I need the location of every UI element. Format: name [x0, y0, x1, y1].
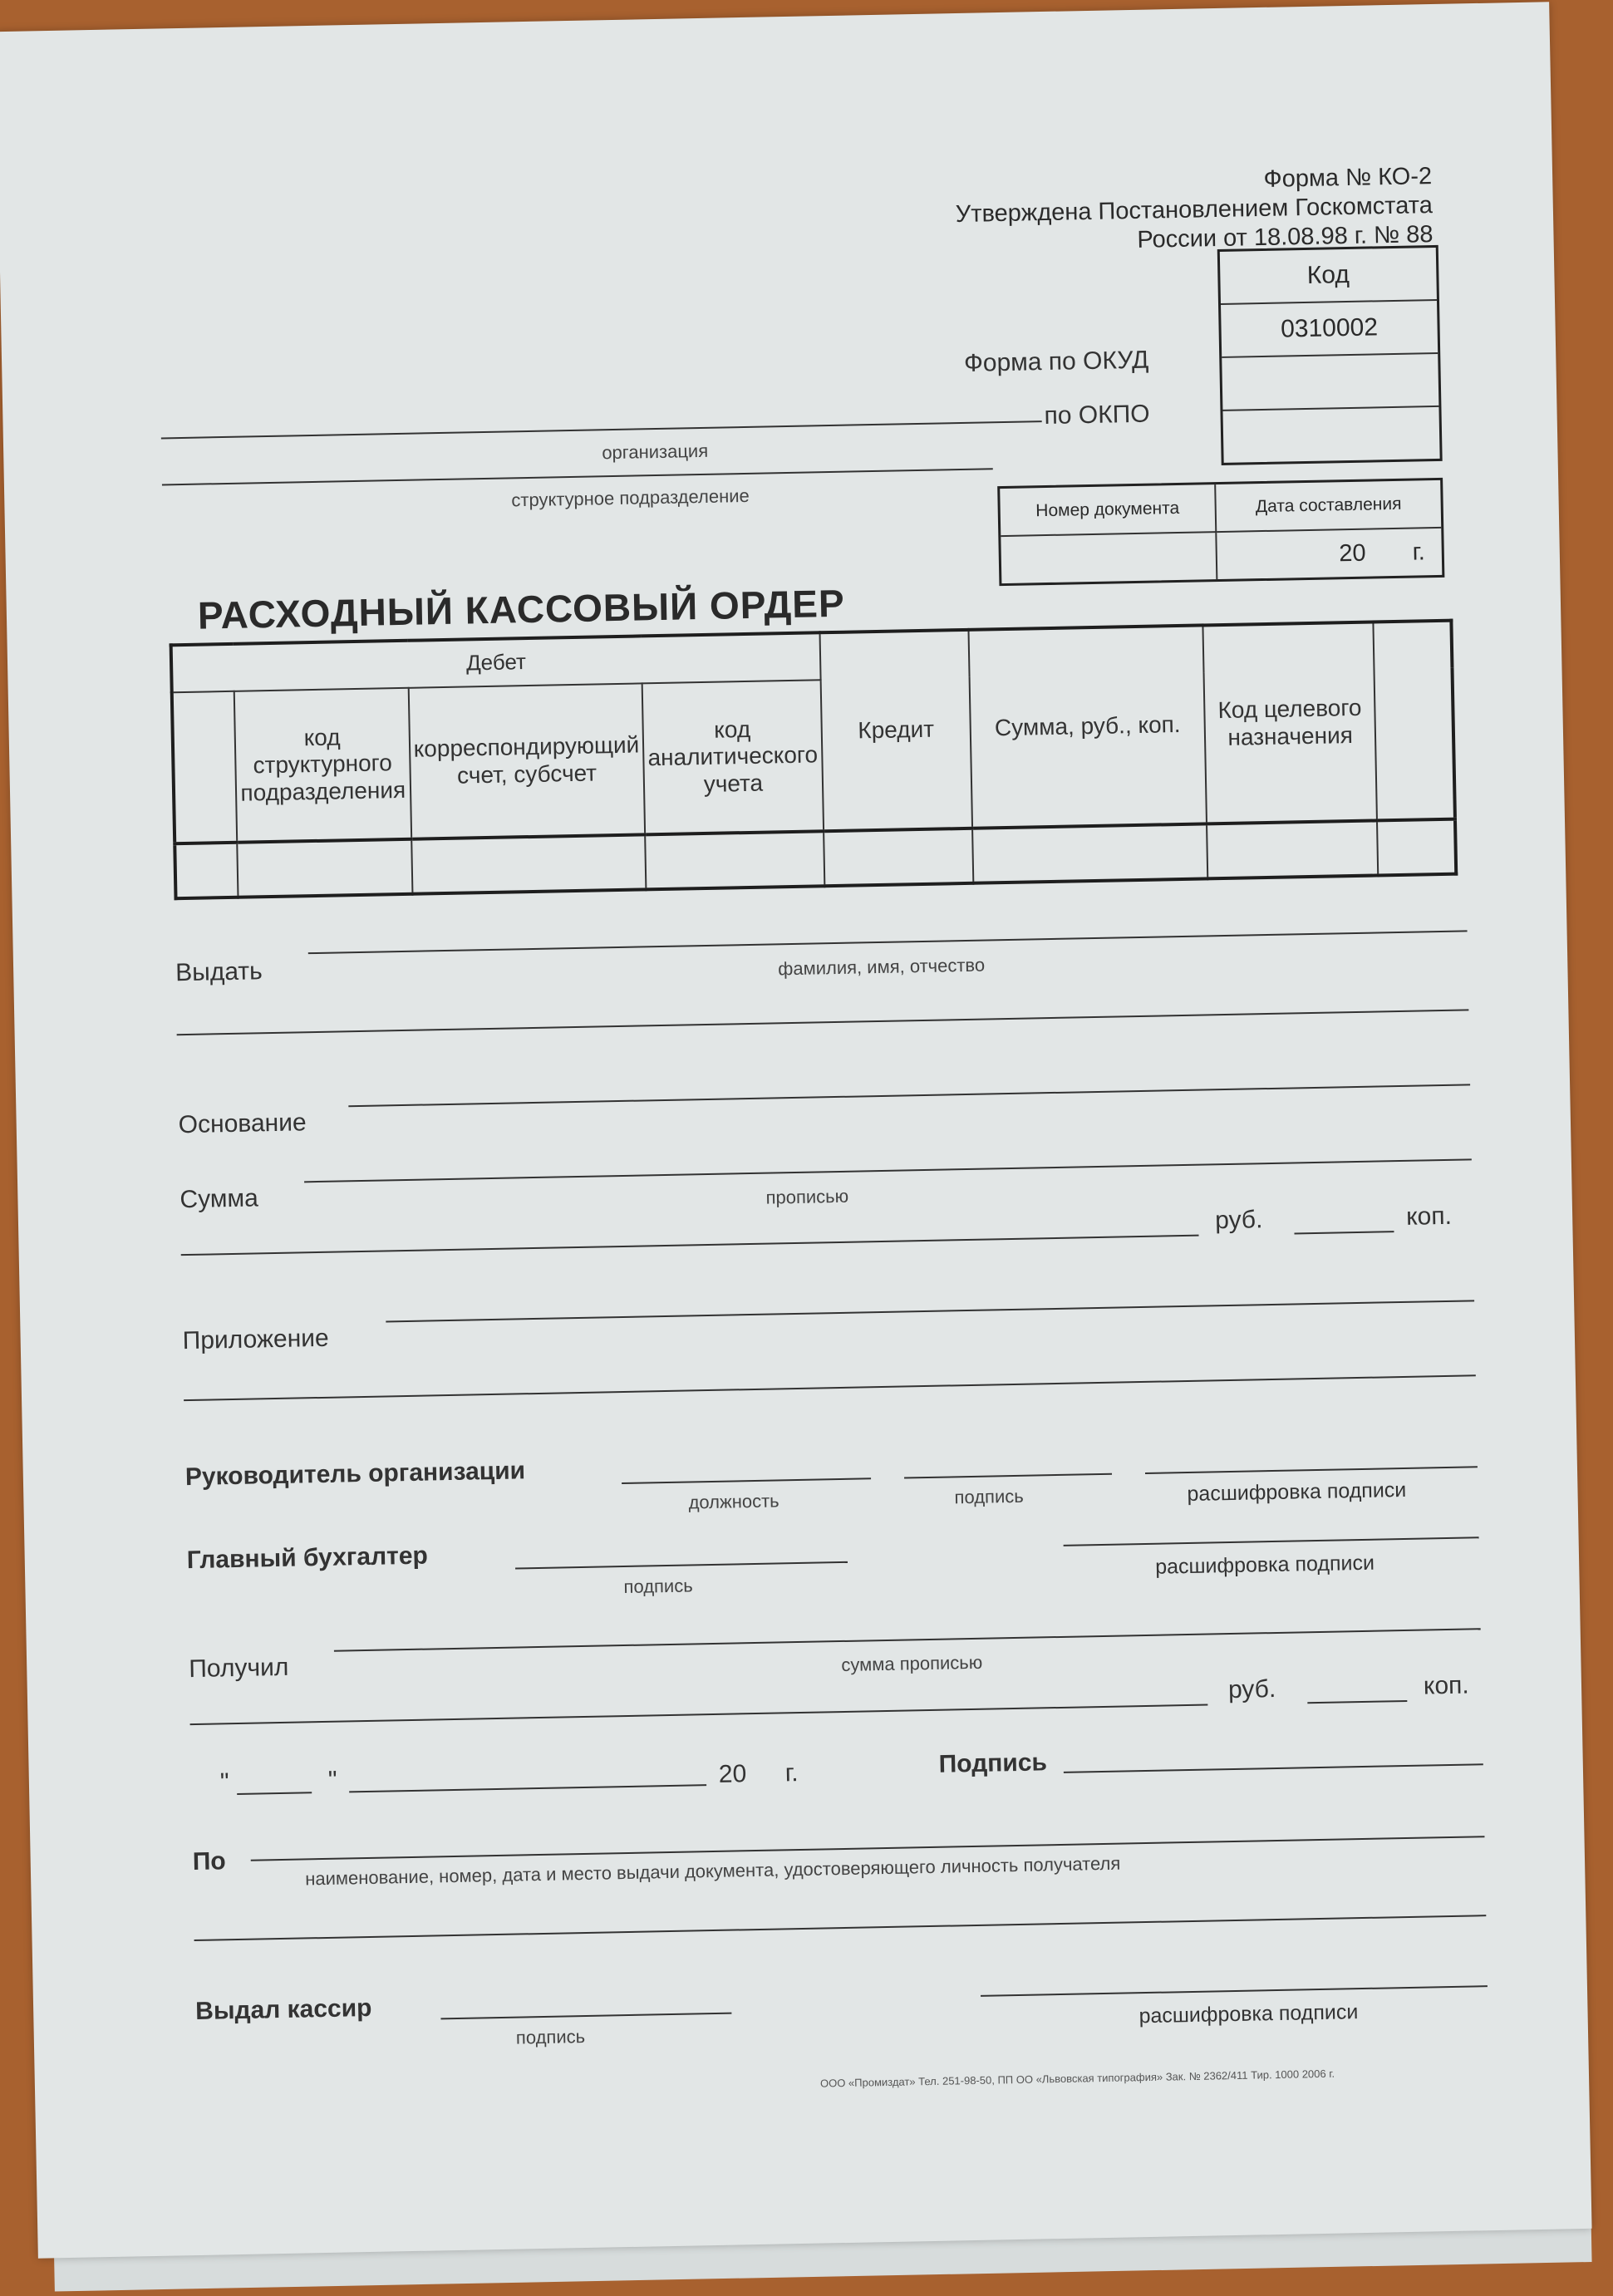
subdivision-line[interactable] — [162, 468, 993, 485]
cashier-decoding-line[interactable] — [981, 1985, 1488, 1997]
date-quote-close: " — [327, 1766, 337, 1794]
cashier-signature-line[interactable] — [440, 2013, 731, 2020]
by-label: По — [192, 1847, 226, 1876]
cashier-label: Выдал кассир — [194, 1994, 372, 2026]
chief-accountant-signature-line[interactable] — [515, 1561, 848, 1570]
sum-kop-field[interactable] — [1294, 1231, 1394, 1234]
chief-accountant-decoding-caption: расшифровка подписи — [1154, 1551, 1375, 1579]
head-label: Руководитель организации — [184, 1457, 526, 1492]
chief-accountant-decoding-line[interactable] — [1064, 1536, 1479, 1546]
document-date-header: Дата составления — [1216, 480, 1441, 533]
organization-caption: организация — [602, 440, 709, 464]
table-cell[interactable] — [645, 831, 824, 889]
analytic-code-header: код аналитического учета — [642, 680, 824, 834]
date-quote-open: " — [219, 1768, 229, 1797]
credit-header: Кредит — [819, 630, 972, 831]
head-position-line[interactable] — [622, 1477, 871, 1484]
fio-caption: фамилия, имя, отчество — [778, 954, 986, 980]
chief-accountant-label: Главный бухгалтер — [186, 1541, 429, 1575]
table-cell[interactable] — [237, 839, 412, 897]
subdivision-caption: структурное подразделение — [511, 484, 750, 511]
received-sum-line-2[interactable] — [190, 1704, 1208, 1726]
sum-in-words-line[interactable] — [304, 1158, 1472, 1182]
date-month-field[interactable] — [349, 1784, 706, 1792]
sum-in-words-caption: сумма прописью — [841, 1651, 983, 1676]
document-title: РАСХОДНЫЙ КАССОВЫЙ ОРДЕР — [197, 581, 846, 637]
document-number-date-box — [997, 478, 1444, 586]
table-cell[interactable] — [824, 828, 974, 886]
attachment-line[interactable] — [386, 1300, 1474, 1322]
document-date-field[interactable] — [1217, 529, 1442, 579]
date-year-suffix: г. — [784, 1759, 799, 1787]
document-year-prefix: 20 — [1338, 539, 1366, 568]
date-year-prefix: 20 — [718, 1760, 747, 1788]
approved-line-2: России от 18.08.98 г. № 88 — [1137, 220, 1434, 253]
table-cell[interactable] — [1207, 820, 1378, 878]
code-box — [1217, 245, 1443, 465]
received-rub-label: руб. — [1227, 1674, 1276, 1704]
sum-label: Сумма — [179, 1184, 259, 1214]
table-cell[interactable] — [1377, 819, 1456, 876]
issue-to-label: Выдать — [175, 957, 263, 987]
cashier-decoding-caption: расшифровка подписи — [1138, 2000, 1359, 2028]
purpose-code-header: Код целевого назначения — [1202, 622, 1377, 824]
form-header — [955, 162, 1434, 258]
corr-account-header: корреспондирующий счет, субсчет — [408, 683, 645, 838]
okud-code-field[interactable]: 0310002 — [1221, 301, 1438, 358]
sum-rub-label: руб. — [1214, 1206, 1263, 1235]
chief-accountant-signature-caption: подпись — [623, 1575, 693, 1598]
received-sum-line[interactable] — [334, 1628, 1481, 1651]
basis-label: Основание — [178, 1109, 307, 1139]
sum-header: Сумма, руб., коп. — [969, 625, 1207, 828]
head-signature-line[interactable] — [904, 1473, 1112, 1479]
code-extra-field[interactable] — [1222, 407, 1439, 463]
received-kop-field[interactable] — [1307, 1700, 1407, 1704]
sum-kop-label: коп. — [1405, 1202, 1453, 1231]
debit-header: Дебет — [171, 632, 821, 692]
blank-header — [1374, 621, 1455, 821]
table-cell[interactable] — [411, 834, 647, 893]
debit-blank-header — [172, 691, 237, 843]
document-number-header: Номер документа — [1000, 484, 1217, 537]
id-document-line-2[interactable] — [194, 1915, 1487, 1941]
document-number-field[interactable] — [1001, 533, 1217, 583]
received-kop-label: коп. — [1423, 1671, 1470, 1700]
date-day-field[interactable] — [237, 1792, 312, 1795]
sum-in-words-line-2[interactable] — [181, 1235, 1199, 1256]
approved-line-1: Утверждена Постановлением Госкомстата — [955, 191, 1434, 228]
head-position-caption: должность — [688, 1490, 779, 1513]
head-signature-caption: подпись — [954, 1485, 1024, 1508]
table-cell[interactable] — [175, 843, 238, 898]
okud-label: Форма по ОКУД — [963, 346, 1149, 377]
code-header: Код — [1220, 248, 1437, 305]
issue-to-line[interactable] — [308, 930, 1468, 954]
basis-line[interactable] — [348, 1084, 1470, 1107]
organization-line[interactable] — [161, 420, 1042, 439]
attachment-line-2[interactable] — [184, 1374, 1476, 1401]
received-label: Получил — [189, 1653, 289, 1684]
printer-footer: ООО «Промиздат» Тел. 251-98-50, ПП ОО «Львовская типография» Зак. № 2362/411 Тир. 1000 2006 г. — [819, 2067, 1335, 2090]
form-sheet — [0, 2, 1592, 2258]
recipient-signature-line[interactable] — [1064, 1763, 1483, 1773]
okpo-code-field[interactable] — [1222, 354, 1438, 411]
form-number: Форма № КО-2 — [1263, 163, 1433, 193]
in-words-caption: прописью — [765, 1185, 849, 1208]
okpo-label: по ОКПО — [1044, 400, 1150, 430]
head-decoding-line[interactable] — [1145, 1466, 1478, 1474]
id-document-caption: наименование, номер, дата и место выдачи документа, удостоверяющего личность получателя — [304, 1852, 1121, 1890]
recipient-sign-label: Подпись — [938, 1748, 1048, 1778]
document-year-suffix: г. — [1412, 538, 1426, 566]
struct-code-header: код структурного подразделения — [234, 688, 411, 843]
accounting-table — [170, 619, 1458, 901]
table-cell[interactable] — [972, 824, 1207, 883]
head-decoding-caption: расшифровка подписи — [1187, 1477, 1407, 1506]
issue-to-line-2[interactable] — [177, 1009, 1469, 1035]
attachment-label: Приложение — [182, 1324, 329, 1355]
cashier-signature-caption: подпись — [515, 2026, 586, 2048]
